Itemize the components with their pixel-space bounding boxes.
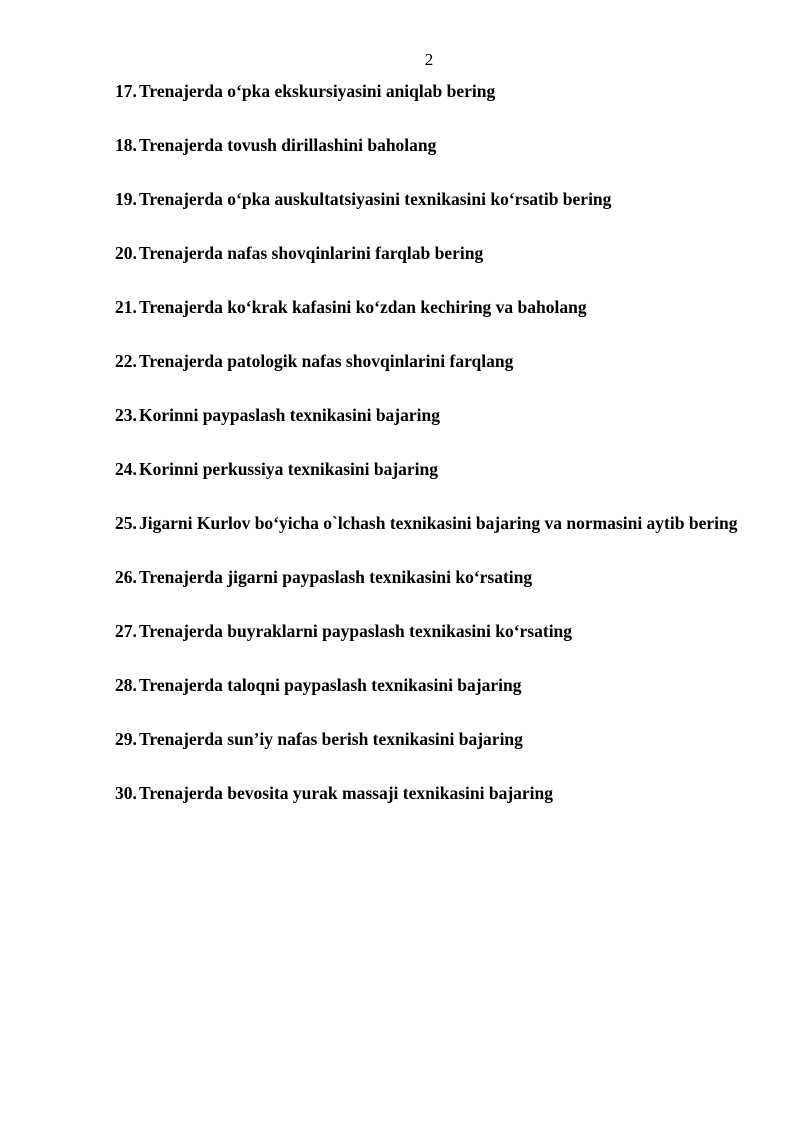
item-text: Trenajerda nafas shovqinlarini farqlab bering (139, 243, 484, 263)
item-number: 21. (115, 297, 137, 317)
item-number: 24. (115, 459, 137, 479)
list-item (115, 615, 742, 647)
item-number: 26. (115, 567, 137, 587)
list-item (115, 345, 742, 377)
item-text: Trenajerda tovush dirillashini baholang (139, 135, 437, 155)
item-number: 29. (115, 729, 137, 749)
item-text: Trenajerda ko‘krak kafasini ko‘zdan kechiring va baholang (139, 297, 587, 317)
list-item (115, 507, 742, 539)
item-text: Korinni paypaslash texnikasini bajaring (139, 405, 440, 425)
item-text: Trenajerda o‘pka auskultatsiyasini texnikasini ko‘rsatib bering (139, 189, 612, 209)
list-item (115, 669, 742, 701)
item-number: 17. (115, 81, 137, 101)
list-item (115, 777, 742, 809)
item-number: 30. (115, 783, 137, 803)
item-number: 19. (115, 189, 137, 209)
list-item (115, 237, 742, 269)
item-number: 20. (115, 243, 137, 263)
item-text: Trenajerda o‘pka ekskursiyasini aniqlab bering (139, 81, 496, 101)
page-number: 2 (424, 50, 434, 69)
list-item (115, 399, 742, 431)
item-text: Trenajerda sun’iy nafas berish texnikasini bajaring (139, 729, 523, 749)
item-number: 18. (115, 135, 137, 155)
item-text: Trenajerda patologik nafas shovqinlarini farqlang (139, 351, 514, 371)
item-number: 23. (115, 405, 137, 425)
task-list (115, 75, 742, 831)
list-item (115, 453, 742, 485)
list-item (115, 75, 742, 107)
item-text: Trenajerda jigarni paypaslash texnikasini ko‘rsating (139, 567, 533, 587)
item-text: Korinni perkussiya texnikasini bajaring (139, 459, 439, 479)
list-item (115, 723, 742, 755)
list-item (115, 183, 742, 215)
item-number: 28. (115, 675, 137, 695)
item-number: 27. (115, 621, 137, 641)
item-text: Jigarni Kurlov bo‘yicha o`lchash texnikasini bajaring va normasini aytib bering (139, 513, 738, 533)
list-item (115, 129, 742, 161)
item-text: Trenajerda bevosita yurak massaji texnikasini bajaring (139, 783, 554, 803)
item-number: 22. (115, 351, 137, 371)
list-item (115, 291, 742, 323)
item-text: Trenajerda taloqni paypaslash texnikasini bajaring (139, 675, 522, 695)
item-text: Trenajerda buyraklarni paypaslash texnikasini ko‘rsating (139, 621, 573, 641)
list-item (115, 561, 742, 593)
item-number: 25. (115, 513, 137, 533)
